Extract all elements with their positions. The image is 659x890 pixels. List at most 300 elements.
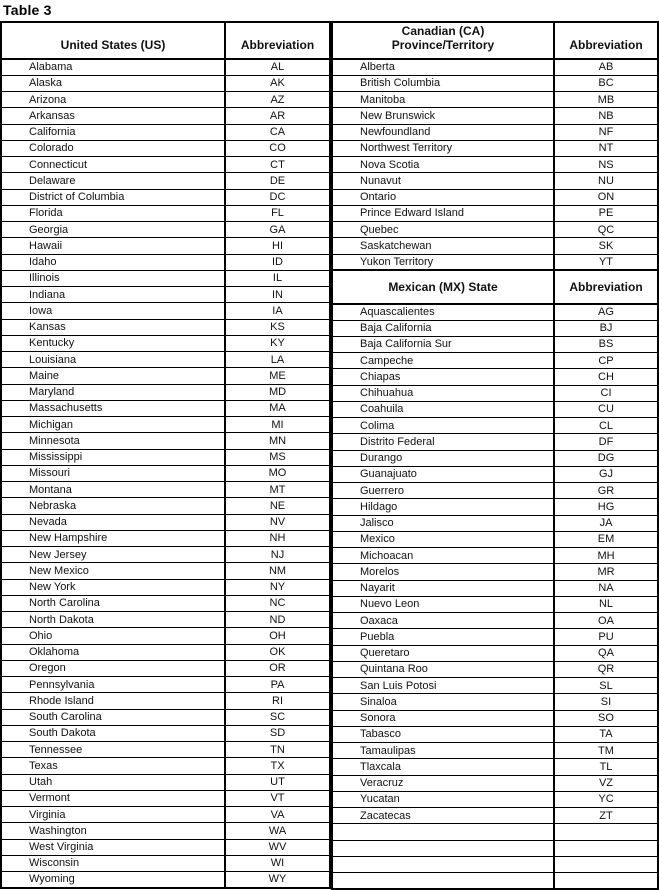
table-row [1, 400, 330, 416]
mx-abbreviation-column-header: Abbreviation [554, 270, 658, 304]
table-row [332, 450, 658, 466]
table-row [1, 823, 330, 839]
table-row [1, 124, 330, 140]
us-states-table [0, 21, 331, 889]
table-row [1, 872, 330, 888]
abbreviation: AG [554, 304, 658, 320]
us-table-body [1, 59, 330, 888]
abbreviation: VZ [554, 775, 658, 791]
abbreviation: WA [225, 823, 330, 839]
region-name: Nuevo Leon [332, 596, 554, 612]
abbreviation: EM [554, 531, 658, 547]
abbreviation: NE [225, 498, 330, 514]
region-name: Georgia [1, 222, 225, 238]
abbreviation: OK [225, 644, 330, 660]
abbreviation: DC [225, 189, 330, 205]
abbreviation: OR [225, 660, 330, 676]
region-name: Alaska [1, 75, 225, 91]
region-name: Rhode Island [1, 693, 225, 709]
region-name: Jalisco [332, 515, 554, 531]
abbreviation: SI [554, 694, 658, 710]
table-row [1, 790, 330, 806]
region-name [332, 856, 554, 872]
region-name: New Hampshire [1, 530, 225, 546]
abbreviation: DE [225, 173, 330, 189]
table-row [332, 140, 658, 156]
table-row [332, 304, 658, 320]
table-row [332, 418, 658, 434]
region-name: Quebec [332, 222, 554, 238]
region-name: Ohio [1, 628, 225, 644]
region-name: Chiapas [332, 369, 554, 385]
abbreviation: VA [225, 807, 330, 823]
region-name: Guerrero [332, 483, 554, 499]
abbreviation: CH [554, 369, 658, 385]
table-row [1, 222, 330, 238]
ca-table-header [332, 22, 658, 59]
region-name: Sinaloa [332, 694, 554, 710]
abbreviation: IL [225, 270, 330, 286]
region-name: Indiana [1, 287, 225, 303]
region-name: Prince Edward Island [332, 205, 554, 221]
region-name: Connecticut [1, 157, 225, 173]
abbreviation: NL [554, 596, 658, 612]
abbreviation: MH [554, 548, 658, 564]
abbreviation: BJ [554, 320, 658, 336]
abbreviation: YC [554, 791, 658, 807]
abbreviation: KS [225, 319, 330, 335]
table-row [332, 613, 658, 629]
table-row [332, 548, 658, 564]
abbreviation [554, 840, 658, 856]
table-row [332, 254, 658, 270]
table-row [1, 254, 330, 270]
region-name: Arkansas [1, 108, 225, 124]
abbreviation: TX [225, 758, 330, 774]
abbreviation: DF [554, 434, 658, 450]
abbreviation: GA [225, 222, 330, 238]
abbreviation: ND [225, 612, 330, 628]
region-name: Maine [1, 368, 225, 384]
abbreviation: HI [225, 238, 330, 254]
table-row [1, 108, 330, 124]
abbreviation: NF [554, 124, 658, 140]
table-row [332, 710, 658, 726]
abbreviation: IA [225, 303, 330, 319]
table-row [332, 743, 658, 759]
abbreviation: ZT [554, 808, 658, 824]
region-name: Maryland [1, 384, 225, 400]
table-row [332, 499, 658, 515]
region-name: West Virginia [1, 839, 225, 855]
region-name: Tlaxcala [332, 759, 554, 775]
region-name: Oregon [1, 660, 225, 676]
region-name: New Mexico [1, 563, 225, 579]
table-row [332, 353, 658, 369]
table-row [1, 514, 330, 530]
table-row [1, 758, 330, 774]
header-row [332, 270, 658, 304]
table-row [332, 385, 658, 401]
region-name: Massachusetts [1, 400, 225, 416]
table-row [332, 596, 658, 612]
region-name: San Luis Potosi [332, 678, 554, 694]
abbreviation: MO [225, 465, 330, 481]
abbreviation: AB [554, 59, 658, 75]
us-name-column-header: United States (US) [1, 22, 225, 59]
region-name: Wyoming [1, 872, 225, 888]
region-name: New Jersey [1, 547, 225, 563]
region-name: Baja California Sur [332, 336, 554, 352]
abbreviation: SK [554, 238, 658, 254]
abbreviation: BS [554, 336, 658, 352]
abbreviation: NS [554, 157, 658, 173]
table-row [332, 238, 658, 254]
region-name: Puebla [332, 629, 554, 645]
abbreviation: AR [225, 108, 330, 124]
ca-header-line1: Canadian (CA) [401, 24, 485, 39]
region-name: Virginia [1, 807, 225, 823]
abbreviation: RI [225, 693, 330, 709]
region-name: Yukon Territory [332, 254, 554, 270]
abbreviation: NV [225, 514, 330, 530]
table-row [1, 157, 330, 173]
table-row [1, 563, 330, 579]
abbreviation: FL [225, 205, 330, 221]
table-row [332, 580, 658, 596]
region-name: California [1, 124, 225, 140]
table-row [332, 320, 658, 336]
table-row [1, 612, 330, 628]
abbreviation: PA [225, 677, 330, 693]
table-row [1, 140, 330, 156]
table-row [1, 693, 330, 709]
abbreviation: WI [225, 855, 330, 871]
region-name: Iowa [1, 303, 225, 319]
abbreviation: WV [225, 839, 330, 855]
ca-header-line2: Province/Territory [391, 38, 495, 53]
region-name: Tamaulipas [332, 743, 554, 759]
abbreviation: LA [225, 352, 330, 368]
table-row [1, 75, 330, 91]
region-name: Washington [1, 823, 225, 839]
table-row [1, 595, 330, 611]
region-name: Quintana Roo [332, 661, 554, 677]
table-row [332, 369, 658, 385]
region-name: Texas [1, 758, 225, 774]
abbreviation: DG [554, 450, 658, 466]
region-name: Montana [1, 482, 225, 498]
region-name: Morelos [332, 564, 554, 580]
ca-name-column-header [332, 22, 554, 59]
region-name: Louisiana [1, 352, 225, 368]
table-row [332, 59, 658, 75]
header-row [332, 22, 658, 59]
region-name: Coahuila [332, 401, 554, 417]
table-row [1, 303, 330, 319]
abbreviation: MB [554, 92, 658, 108]
table-row [332, 840, 658, 856]
abbreviation: TL [554, 759, 658, 775]
table-row [1, 287, 330, 303]
region-name: Chihuahua [332, 385, 554, 401]
table-row [1, 368, 330, 384]
abbreviation: BC [554, 75, 658, 91]
table-row [332, 629, 658, 645]
table-row [1, 530, 330, 546]
region-name: Northwest Territory [332, 140, 554, 156]
region-name: Michoacan [332, 548, 554, 564]
region-name: Wisconsin [1, 855, 225, 871]
ca-abbreviation-column-header: Abbreviation [554, 22, 658, 59]
us-abbreviation-column-header: Abbreviation [225, 22, 330, 59]
region-name: Illinois [1, 270, 225, 286]
abbreviation: CO [225, 140, 330, 156]
mx-name-column-header: Mexican (MX) State [332, 270, 554, 304]
table-row [1, 742, 330, 758]
abbreviation [554, 856, 658, 872]
abbreviation: WY [225, 872, 330, 888]
region-name: Nunavut [332, 173, 554, 189]
table-row [332, 124, 658, 140]
table-row [1, 59, 330, 75]
table-row [332, 856, 658, 872]
table-row [1, 384, 330, 400]
abbreviation: TA [554, 726, 658, 742]
table-row [1, 449, 330, 465]
abbreviation: NC [225, 595, 330, 611]
table-row [1, 173, 330, 189]
region-name: Colima [332, 418, 554, 434]
region-name: Oaxaca [332, 613, 554, 629]
abbreviation: NJ [225, 547, 330, 563]
region-name: District of Columbia [1, 189, 225, 205]
table-row [332, 873, 658, 889]
region-name: Alabama [1, 59, 225, 75]
table-row [332, 434, 658, 450]
region-name: Colorado [1, 140, 225, 156]
abbreviation: SO [554, 710, 658, 726]
abbreviation: QC [554, 222, 658, 238]
abbreviation: CL [554, 418, 658, 434]
region-name [332, 840, 554, 856]
region-name: Hawaii [1, 238, 225, 254]
table-row [332, 645, 658, 661]
region-name: Sonora [332, 710, 554, 726]
abbreviation: SD [225, 725, 330, 741]
abbreviation: MN [225, 433, 330, 449]
abbreviation: NT [554, 140, 658, 156]
table-row [332, 157, 658, 173]
abbreviation: QA [554, 645, 658, 661]
region-name: Baja California [332, 320, 554, 336]
table-row [332, 726, 658, 742]
region-name: Missouri [1, 465, 225, 481]
abbreviation: AZ [225, 92, 330, 108]
table-row [1, 92, 330, 108]
page-title: Table 3 [3, 2, 52, 18]
region-name: Mississippi [1, 449, 225, 465]
region-name: Idaho [1, 254, 225, 270]
table-row [1, 774, 330, 790]
abbreviation: OH [225, 628, 330, 644]
table-row [1, 644, 330, 660]
table-row [1, 189, 330, 205]
abbreviation: AK [225, 75, 330, 91]
abbreviation: SC [225, 709, 330, 725]
table-row [1, 482, 330, 498]
table-row [332, 775, 658, 791]
region-name: South Dakota [1, 725, 225, 741]
abbreviation: GR [554, 483, 658, 499]
abbreviation: MS [225, 449, 330, 465]
region-name: Arizona [1, 92, 225, 108]
table-row [1, 238, 330, 254]
abbreviation: MA [225, 400, 330, 416]
region-name: Distrito Federal [332, 434, 554, 450]
table-row [332, 401, 658, 417]
table-row [1, 319, 330, 335]
table-row [332, 531, 658, 547]
region-name: Newfoundland [332, 124, 554, 140]
abbreviation: NA [554, 580, 658, 596]
table-row [332, 173, 658, 189]
abbreviation-tables [0, 21, 659, 890]
table-row [1, 547, 330, 563]
table-row [1, 465, 330, 481]
region-name: North Carolina [1, 595, 225, 611]
abbreviation: CT [225, 157, 330, 173]
table-row [1, 628, 330, 644]
abbreviation: YT [554, 254, 658, 270]
abbreviation: NU [554, 173, 658, 189]
table-row [332, 791, 658, 807]
region-name: Vermont [1, 790, 225, 806]
region-name: Durango [332, 450, 554, 466]
region-name: Minnesota [1, 433, 225, 449]
region-name: Alberta [332, 59, 554, 75]
region-name: Queretaro [332, 645, 554, 661]
abbreviation: NH [225, 530, 330, 546]
abbreviation: CU [554, 401, 658, 417]
abbreviation: ME [225, 368, 330, 384]
region-name: New Brunswick [332, 108, 554, 124]
table-row [332, 466, 658, 482]
region-name: Tabasco [332, 726, 554, 742]
abbreviation: TM [554, 743, 658, 759]
table-row [1, 335, 330, 351]
abbreviation: QR [554, 661, 658, 677]
region-name: Delaware [1, 173, 225, 189]
table-row [332, 108, 658, 124]
abbreviation: AL [225, 59, 330, 75]
abbreviation: PU [554, 629, 658, 645]
region-name: Michigan [1, 417, 225, 433]
abbreviation [554, 824, 658, 840]
abbreviation: SL [554, 678, 658, 694]
region-name: Guanajuato [332, 466, 554, 482]
table-row [1, 855, 330, 871]
region-name: Nebraska [1, 498, 225, 514]
region-name [332, 824, 554, 840]
abbreviation [554, 873, 658, 889]
region-name: Kansas [1, 319, 225, 335]
table-row [332, 92, 658, 108]
abbreviation: KY [225, 335, 330, 351]
us-table-header [1, 22, 330, 59]
table-row [1, 660, 330, 676]
table-row [332, 694, 658, 710]
region-name: North Dakota [1, 612, 225, 628]
abbreviation: GJ [554, 466, 658, 482]
abbreviation: CA [225, 124, 330, 140]
table-row [332, 205, 658, 221]
region-name: Mexico [332, 531, 554, 547]
table-row [332, 661, 658, 677]
abbreviation: VT [225, 790, 330, 806]
region-name: Florida [1, 205, 225, 221]
table-row [332, 336, 658, 352]
abbreviation: TN [225, 742, 330, 758]
abbreviation: NY [225, 579, 330, 595]
abbreviation: CI [554, 385, 658, 401]
region-name: Tennessee [1, 742, 225, 758]
abbreviation: PE [554, 205, 658, 221]
region-name: Campeche [332, 353, 554, 369]
table-row [332, 75, 658, 91]
region-name: Nayarit [332, 580, 554, 596]
table-row [1, 725, 330, 741]
table-row [1, 352, 330, 368]
table-row [1, 417, 330, 433]
abbreviation: IN [225, 287, 330, 303]
abbreviation: CP [554, 353, 658, 369]
abbreviation: OA [554, 613, 658, 629]
region-name: Veracruz [332, 775, 554, 791]
region-name: Kentucky [1, 335, 225, 351]
region-name: Hildago [332, 499, 554, 515]
table-row [1, 839, 330, 855]
table-row [332, 759, 658, 775]
region-name: Zacatecas [332, 808, 554, 824]
region-name: Utah [1, 774, 225, 790]
abbreviation: MD [225, 384, 330, 400]
region-name: Pennsylvania [1, 677, 225, 693]
table-row [332, 678, 658, 694]
ca-table-body [332, 59, 658, 270]
abbreviation: NM [225, 563, 330, 579]
table-row [1, 433, 330, 449]
table-row [332, 564, 658, 580]
table-row [1, 807, 330, 823]
region-name: Nevada [1, 514, 225, 530]
ca-mx-table [331, 21, 659, 890]
mx-table-body [332, 304, 658, 889]
region-name: Yucatan [332, 791, 554, 807]
region-name: Nova Scotia [332, 157, 554, 173]
abbreviation: MT [225, 482, 330, 498]
table-row [332, 515, 658, 531]
abbreviation: UT [225, 774, 330, 790]
region-name: New York [1, 579, 225, 595]
abbreviation: ID [225, 254, 330, 270]
region-name: Aquascalientes [332, 304, 554, 320]
header-row [1, 22, 330, 59]
table-row [332, 808, 658, 824]
table-row [1, 205, 330, 221]
table-row [332, 189, 658, 205]
table-row [1, 709, 330, 725]
